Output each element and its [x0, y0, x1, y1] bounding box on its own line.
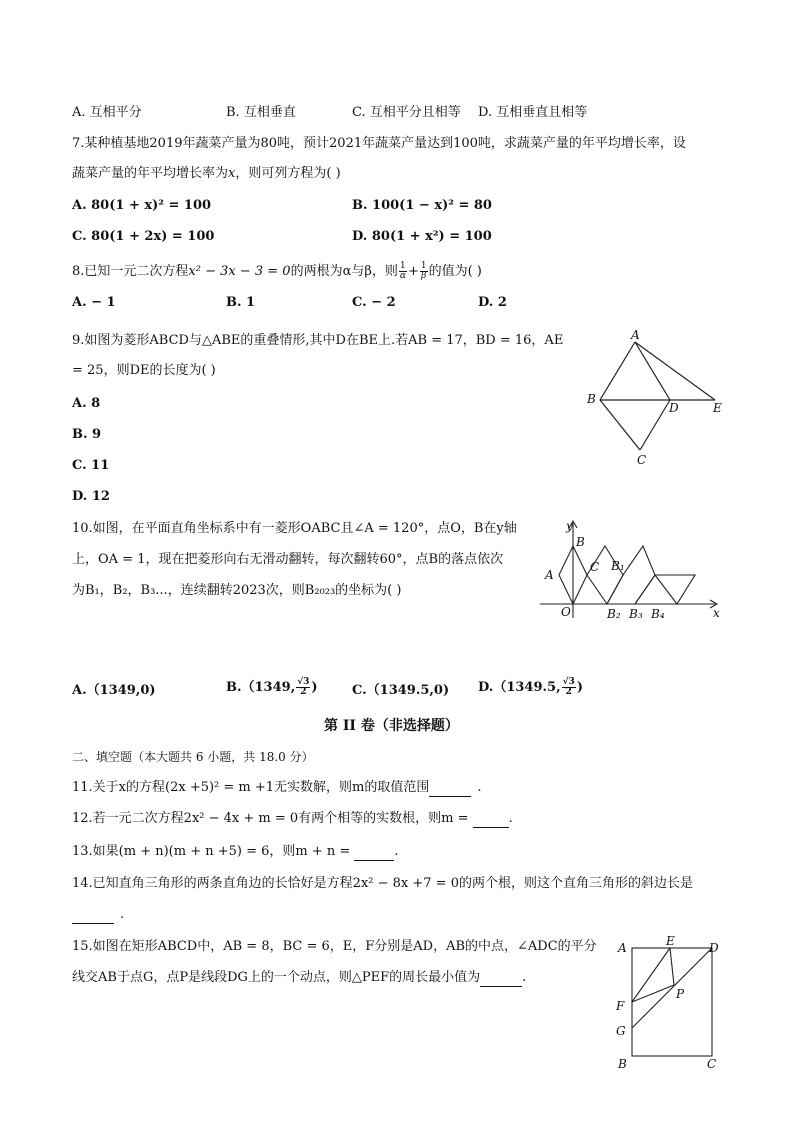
q14-stem-line1: 14.已知直角三角形的两条直角边的长恰好是方程2x² − 8x +7 = 0的两个根，则这个直角三角形的斜边长是 [72, 876, 693, 891]
q10-rhombus-flip-1 [587, 546, 623, 604]
q12-answer-blank [473, 813, 509, 828]
part2-title: 第 II 卷（非选择题） [324, 718, 459, 734]
q9-segment-bc [600, 400, 640, 450]
q9-segment-ae [635, 342, 715, 400]
q9-label-b: B [587, 392, 596, 406]
q15-stem-line1: 15.如图在矩形ABCD中，AB = 8，BC = 6，E，F分别是AD，AB的中点，∠ADC的平分 [72, 939, 597, 954]
q15-segment-dg [632, 948, 712, 1028]
q10-coordinate-figure [535, 518, 735, 628]
q13-answer-blank [354, 846, 394, 861]
q10-segment-flip [635, 575, 655, 604]
q8-option-d: D. 2 [478, 295, 507, 310]
q6-option-a: A. 互相平分 [72, 105, 142, 120]
q15-label-e: E [666, 934, 675, 948]
q15-label-b: B [618, 1057, 627, 1071]
q15-segment-ep [670, 948, 674, 985]
q8-option-b: B. 1 [226, 295, 256, 310]
q7-option-a: A. 80(1 + x)² = 100 [72, 198, 212, 213]
q10-stem-line2: 上，OA = 1，现在把菱形向右无滑动翻转，每次翻转60°，点B的落点依次 [72, 552, 504, 567]
q10-option-a: A.（1349,0) [72, 683, 156, 698]
q13-stem: 13.如果(m + n)(m + n +5) = 6，则m + n = . [72, 844, 399, 859]
q9-option-c: C. 11 [72, 458, 110, 473]
q9-segment-ba [600, 342, 635, 400]
q15-label-d: D [709, 941, 719, 955]
q7-stem-line2: 蔬菜产量的年平均增长率为x，则可列方程为( ) [72, 166, 341, 181]
q9-label-e: E [713, 401, 722, 415]
q9-rhombus-figure [580, 330, 750, 470]
q14-answer-blank [72, 909, 114, 924]
q10-label-y: y [566, 519, 573, 533]
q9-label-d: D [669, 401, 679, 415]
q9-label-c: C [637, 453, 647, 467]
q10-label-b1: B₁ [611, 559, 625, 573]
q8-fraction-beta: $\frac{1}{\beta}$ [420, 261, 427, 281]
section-fill-in-heading: 二、填空题（本大题共 6 小题，共 18.0 分） [72, 750, 314, 764]
q9-segment-ad [635, 342, 670, 400]
q8-option-a: A. − 1 [72, 295, 116, 310]
q7-option-d: D. 80(1 + x²) = 100 [352, 229, 492, 244]
q15-label-p: P [676, 987, 685, 1001]
q10-stem-line3: 为B₁，B₂，B₃...，连续翻转2023次，则B₂₀₂₃的坐标为( ) [72, 583, 402, 598]
q10-label-c: C [590, 560, 600, 574]
q10-stem-line1: 10.如图，在平面直角坐标系中有一菱形OABC且∠A = 120°，点O，B在y轴 [72, 521, 517, 536]
q15-label-c: C [707, 1057, 717, 1071]
q11-answer-blank [429, 782, 471, 797]
q10-rhombus-flip-3 [655, 575, 695, 604]
q11-stem: 11.关于x的方程(2x +5)² = m +1无实数解，则m的取值范围 . [72, 780, 482, 795]
q7-option-c: C. 80(1 + 2x) = 100 [72, 229, 215, 244]
q10-label-o: O [561, 605, 571, 619]
q10-label-b3: B₃ [629, 607, 643, 621]
q9-option-d: D. 12 [72, 489, 110, 504]
q6-option-b: B. 互相垂直 [226, 105, 296, 120]
q10-label-b4: B₄ [651, 607, 665, 621]
q10-label-x: x [713, 606, 720, 620]
q8-stem: 8.已知一元二次方程x² − 3x − 3 = 0的两根为α与β，则 $\frac{1}{\alpha}$ + $\frac{1}{\beta}$ 的值为( ) [72, 261, 482, 281]
q8-option-c: C. − 2 [352, 295, 396, 310]
q10-rhombus-flip-2 [607, 546, 655, 604]
q8-fraction-alpha: $\frac{1}{\alpha}$ [399, 261, 406, 281]
q15-label-f: F [616, 999, 625, 1013]
q15-label-a: A [618, 941, 627, 955]
q9-option-a: A. 8 [72, 396, 101, 411]
q9-stem-line2: = 25，则DE的长度为( ) [72, 363, 216, 378]
q6-option-d: D. 互相垂直且相等 [478, 105, 588, 120]
q15-label-g: G [616, 1024, 626, 1038]
q10-option-b: B.（1349, $\frac{√3}{2}$ ) [226, 677, 318, 697]
q6-option-c: C. 互相平分且相等 [352, 105, 461, 120]
q9-label-a: A [631, 328, 640, 342]
q15-stem-line2: 线交AB于点G，点P是线段DG上的一个动点，则△PEF的周长最小值为 . [72, 970, 527, 985]
q10-label-b: B [576, 535, 585, 549]
q10-option-d: D.（1349.5, $\frac{√3}{2}$ ) [478, 677, 583, 697]
q9-stem-line1: 9.如图为菱形ABCD与△ABE的重叠情形,其中D在BE上.若AB = 17，BD = 16，AE [72, 333, 564, 348]
q14-stem-line2: . [72, 906, 124, 924]
q9-segment-cd [640, 400, 670, 450]
q15-rectangle-figure [612, 934, 732, 1078]
q9-option-b: B. 9 [72, 427, 102, 442]
q7-stem-line1: 7.某种植基地2019年蔬菜产量为80吨，预计2021年蔬菜产量达到100吨，求蔬菜产量的年平均增长率，设 [72, 136, 686, 151]
q15-answer-blank [480, 972, 522, 987]
q10-label-b2: B₂ [607, 607, 621, 621]
q7-option-b: B. 100(1 − x)² = 80 [352, 198, 492, 213]
q10-label-a: A [545, 568, 554, 582]
q12-stem: 12.若一元二次方程2x² − 4x + m = 0有两个相等的实数根，则m = . [72, 811, 513, 826]
q10-option-c: C.（1349.5,0) [352, 683, 450, 698]
